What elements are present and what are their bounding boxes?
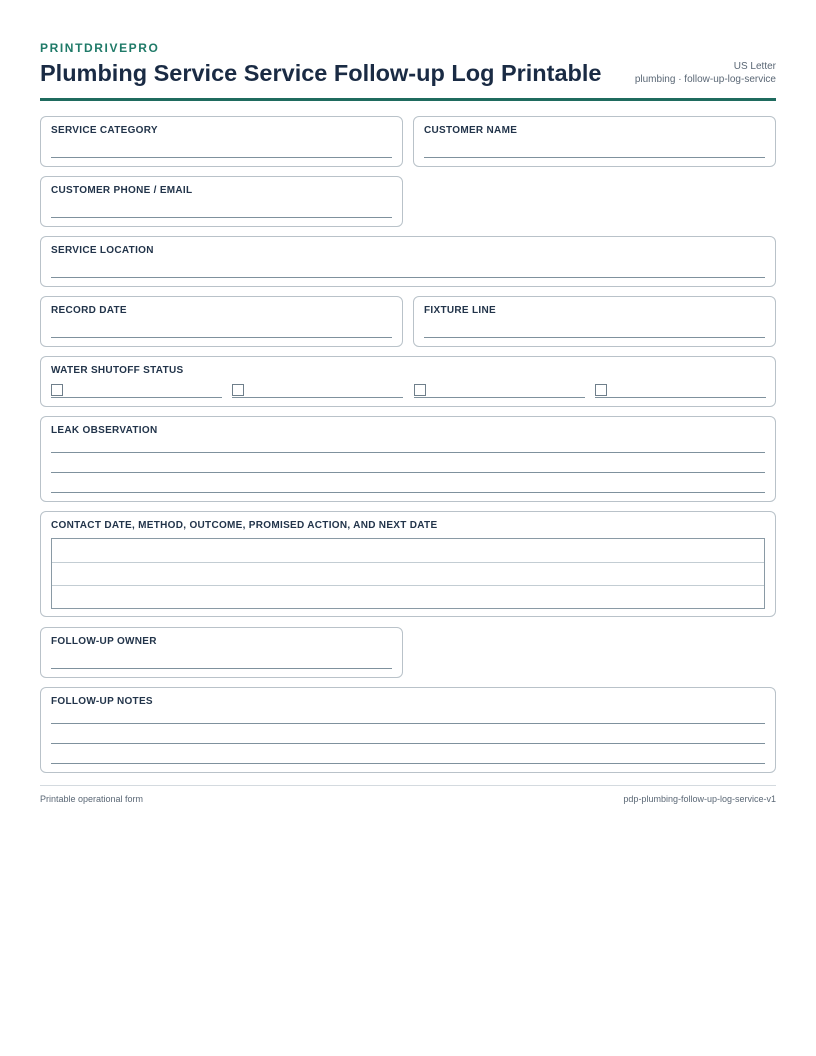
water-shutoff-status-field	[40, 356, 776, 407]
footer-form-id: pdp-plumbing-follow-up-log-service-v1	[623, 794, 776, 804]
option-write-line[interactable]	[51, 397, 222, 398]
service-location-input-line[interactable]	[51, 277, 765, 278]
form-meta	[635, 60, 776, 86]
contact-log-table	[51, 538, 765, 609]
follow-up-notes-field	[40, 687, 776, 773]
option-write-line[interactable]	[232, 397, 403, 398]
leak-observation-line[interactable]	[51, 492, 765, 493]
paper-size: US Letter	[733, 61, 776, 72]
record-date-label: RECORD DATE	[51, 305, 127, 316]
record-date-field	[40, 296, 403, 347]
water-shutoff-option[interactable]	[414, 382, 585, 398]
option-write-line[interactable]	[595, 397, 766, 398]
follow-up-notes-label: FOLLOW-UP NOTES	[51, 696, 153, 707]
follow-up-notes-line[interactable]	[51, 743, 765, 744]
customer-name-label: CUSTOMER NAME	[424, 125, 518, 136]
table-row-divider	[52, 562, 764, 563]
checkbox[interactable]	[595, 384, 607, 396]
customer-phone-email-label: CUSTOMER PHONE / EMAIL	[51, 185, 193, 196]
water-shutoff-option[interactable]	[51, 382, 222, 398]
follow-up-owner-field	[40, 627, 403, 678]
fixture-line-label: FIXTURE LINE	[424, 305, 496, 316]
footer-description: Printable operational form	[40, 794, 144, 804]
water-shutoff-option[interactable]	[595, 382, 766, 398]
customer-name-input-line[interactable]	[424, 157, 765, 158]
contact-log-field	[40, 511, 776, 617]
record-date-input-line[interactable]	[51, 337, 392, 338]
checkbox[interactable]	[51, 384, 63, 396]
form-footer	[40, 785, 776, 804]
customer-phone-email-input-line[interactable]	[51, 217, 392, 218]
service-location-field	[40, 236, 776, 287]
follow-up-notes-line[interactable]	[51, 763, 765, 764]
checkbox[interactable]	[232, 384, 244, 396]
fixture-line-input-line[interactable]	[424, 337, 765, 338]
service-location-label: SERVICE LOCATION	[51, 245, 154, 256]
contact-log-label: CONTACT DATE, METHOD, OUTCOME, PROMISED ACTION, AND NEXT DATE	[51, 520, 438, 531]
option-write-line[interactable]	[414, 397, 585, 398]
form-page	[40, 40, 776, 707]
water-shutoff-status-label: WATER SHUTOFF STATUS	[51, 365, 184, 376]
fixture-line-field	[413, 296, 776, 347]
leak-observation-label: LEAK OBSERVATION	[51, 425, 158, 436]
brand-name: PRINTDRIVEPRO	[40, 41, 160, 55]
checkbox[interactable]	[414, 384, 426, 396]
form-header	[40, 40, 776, 101]
follow-up-notes-line[interactable]	[51, 723, 765, 724]
table-row-divider	[52, 585, 764, 586]
service-category-input-line[interactable]	[51, 157, 392, 158]
form-title: Plumbing Service Service Follow-up Log Printable	[40, 60, 602, 86]
service-category-field	[40, 116, 403, 167]
water-shutoff-option[interactable]	[232, 382, 403, 398]
leak-observation-line[interactable]	[51, 452, 765, 453]
leak-observation-field	[40, 416, 776, 502]
customer-phone-email-field	[40, 176, 403, 227]
follow-up-owner-label: FOLLOW-UP OWNER	[51, 636, 157, 647]
follow-up-owner-input-line[interactable]	[51, 668, 392, 669]
form-tags: plumbing · follow-up-log-service	[634, 74, 776, 85]
service-category-label: SERVICE CATEGORY	[51, 125, 158, 136]
leak-observation-line[interactable]	[51, 472, 765, 473]
customer-name-field	[413, 116, 776, 167]
